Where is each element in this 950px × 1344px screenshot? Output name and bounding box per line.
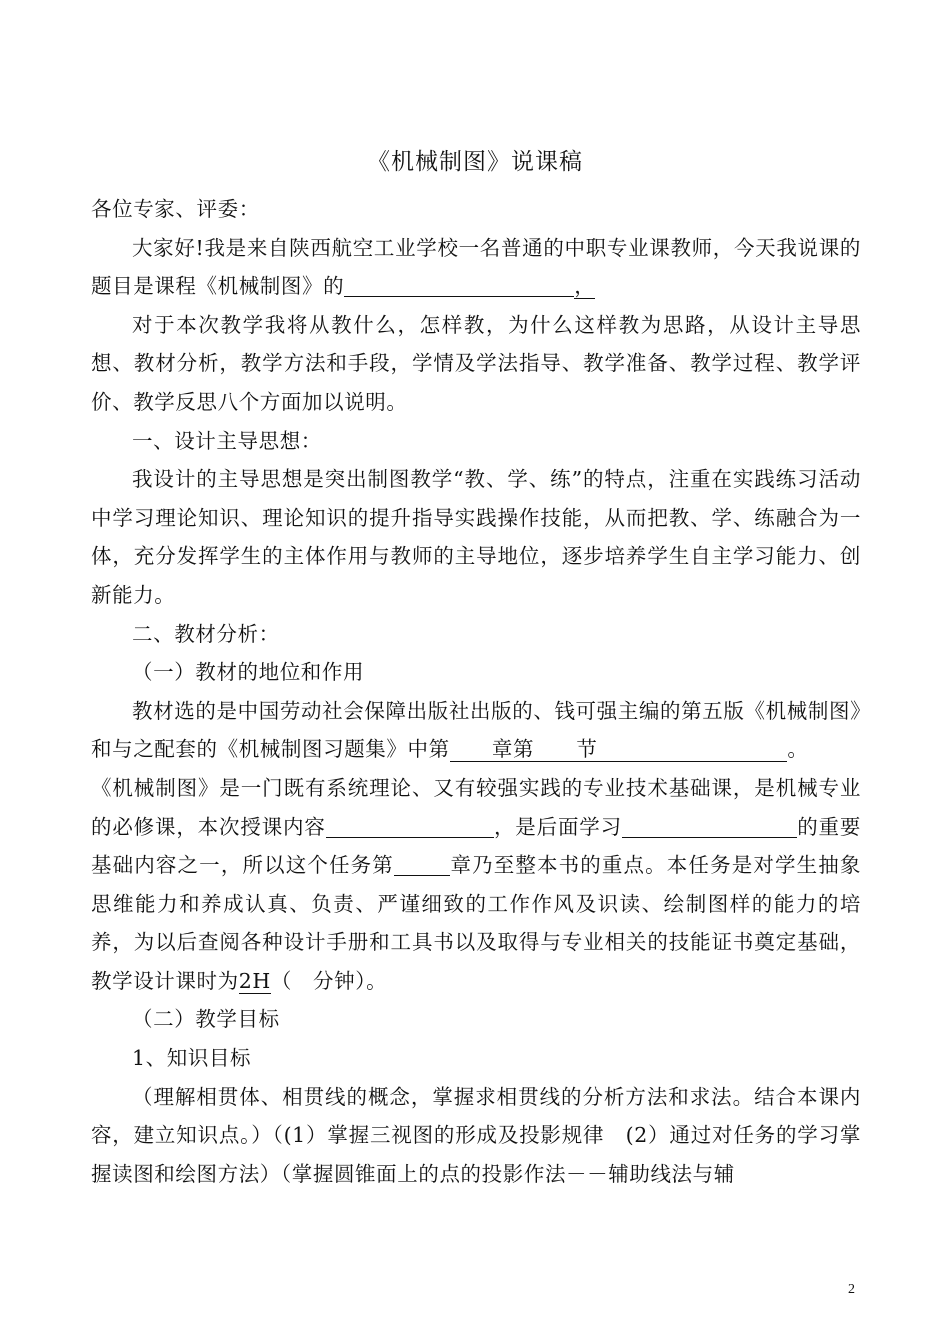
document-title: 《机械制图》说课稿 [367,149,583,175]
blank-later-study [622,814,797,838]
blank-chapter: 章第 节 [450,737,788,762]
sub1-heading: （一）教材的地位和作用 [132,660,365,685]
blank-topic [344,274,574,298]
material-paragraph-2: 《机械制图》是一门既有系统理论、又有较强实践的专业技术基础课，是机械专业的必修课，本次授课内容 ，是后面学习 的重要基础内容之一，所以这个任务第 章乃至整本书的重点。本任务是对学生抽象思维能力和养成认真、负责、严谨细致的工作作风及识读、绘制图样的能力的培养，为以后查阅各种设计手册和工具书以及取得与专业相关的技能证书奠定基础，教学设计课时为2H（ 分钟）。 [91,775,861,993]
blank-content [326,814,494,838]
sub2-heading: （二）教学目标 [132,1007,280,1032]
intro-paragraph-1: 大家好!我是来自陕西航空工业学校一名普通的中职专业课教师，今天我说课的题目是课程《机械制图》的 ， [91,235,861,299]
material-paragraph-1: 教材选的是中国劳动社会保障出版社出版的、钱可强主编的第五版《机械制图》和与之配套的《机械制图习题集》中第 章第 节 。 [91,698,861,762]
greeting: 各位专家、评委： [91,197,260,221]
blank-chapter-num [394,853,450,877]
intro-paragraph-2: 对于本次教学我将从教什么，怎样教，为什么这样教为思路，从设计主导思想、教材分析，教学方法和手段，学情及学法指导、教学准备、教学过程、教学评价、教学反思八个方面加以说明。 [91,312,861,414]
section1-body: 我设计的主导思想是突出制图教学“教、学、练”的特点，注重在实践练习活动中学习理论知识、理论知识的提升指导实践操作技能，从而把教、学、练融合为一体，充分发挥学生的主体作用与教师的主导地位，逐步培养学生自主学习能力、创新能力。 [91,467,861,607]
class-hours: 2H [238,968,271,993]
section1-heading: 一、设计主导思想： [132,428,322,453]
document-body [91,190,861,1193]
goal1-heading: 1、知识目标 [132,1046,252,1071]
goal1-body: （理解相贯体、相贯线的概念，掌握求相贯线的分析方法和求法。结合本课内容，建立知识点。）（(1）掌握三视图的形成及投影规律 (2）通过对任务的学习掌握读图和绘图方法）（掌握圆锥面上的点的投影作法－－辅助线法与辅 [91,1084,861,1186]
section2-heading: 二、教材分析： [132,621,280,646]
page-number: 2 [848,1282,855,1297]
